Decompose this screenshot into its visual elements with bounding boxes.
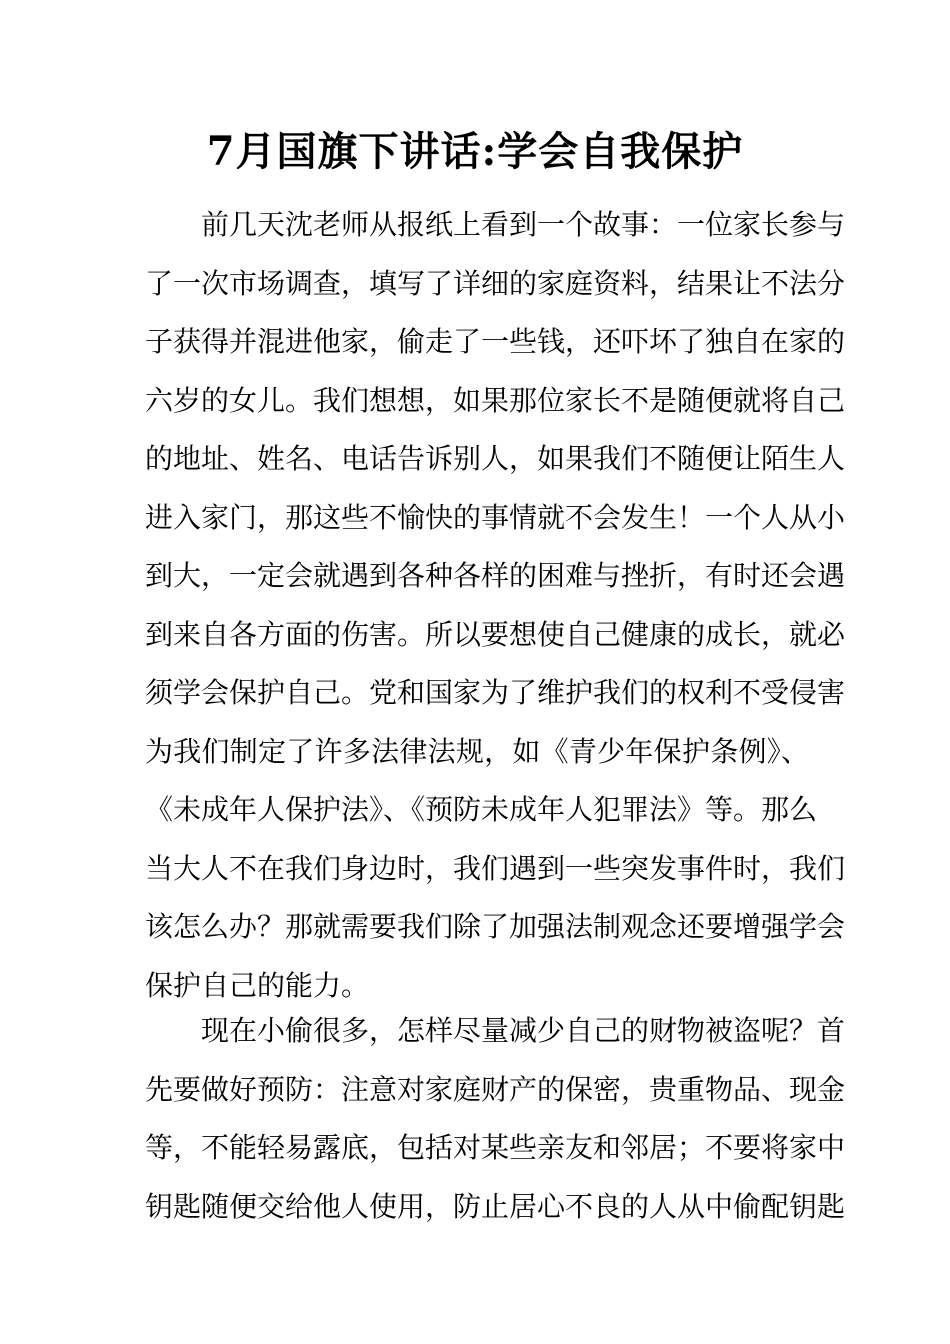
text-line: 等，不能轻易露底，包括对某些亲友和邻居；不要将家中 [145,1131,846,1164]
text-line: 保护自己的能力。 [145,968,370,1002]
text-line: 为我们制定了许多法律法规，如《青少年保护条例》、 [145,734,809,768]
text-line: 须学会保护自己。党和国家为了维护我们的权利不受侵害 [145,676,846,709]
text-line: 到来自各方面的伤害。所以要想使自己健康的成长，就必 [145,617,846,651]
text-line: 进入家门，那这些不愉快的事情就不会发生！一个人从小 [145,500,846,534]
text-line: 六岁的女儿。我们想想，如果那位家长不是随便就将自己 [145,383,846,417]
text-line: 钥匙随便交给他人使用，防止居心不良的人从中偷配钥匙 [145,1189,846,1223]
text-line: 了一次市场调查，填写了详细的家庭资料，结果让不法分 [145,266,846,300]
text-line: 的地址、姓名、电话告诉别人，如果我们不随便让陌生人 [145,442,846,475]
text-line: 前几天沈老师从报纸上看到一个故事：一位家长参与 [201,208,846,241]
text-line: 当大人不在我们身边时，我们遇到一些突发事件时，我们 [145,851,846,885]
text-line: 《未成年人保护法》、《预防未成年人犯罪法》等。那么 [145,793,818,826]
text-line: 现在小偷很多，怎样尽量减少自己的财物被盗呢？首 [201,1014,846,1047]
document-title: 7月国旗下讲话:学会自我保护 [206,128,744,175]
paragraph-2 [145,1002,846,1236]
text-line: 到大，一定会就遇到各种各样的困难与挫折，有时还会遇 [145,559,846,592]
text-line: 子获得并混进他家，偷走了一些钱，还吓坏了独自在家的 [145,325,846,358]
paragraph-1 [145,196,846,1015]
text-line: 先要做好预防：注意对家庭财产的保密，贵重物品、现金 [145,1072,846,1106]
text-line: 该怎么办？那就需要我们除了加强法制观念还要增强学会 [145,910,846,943]
